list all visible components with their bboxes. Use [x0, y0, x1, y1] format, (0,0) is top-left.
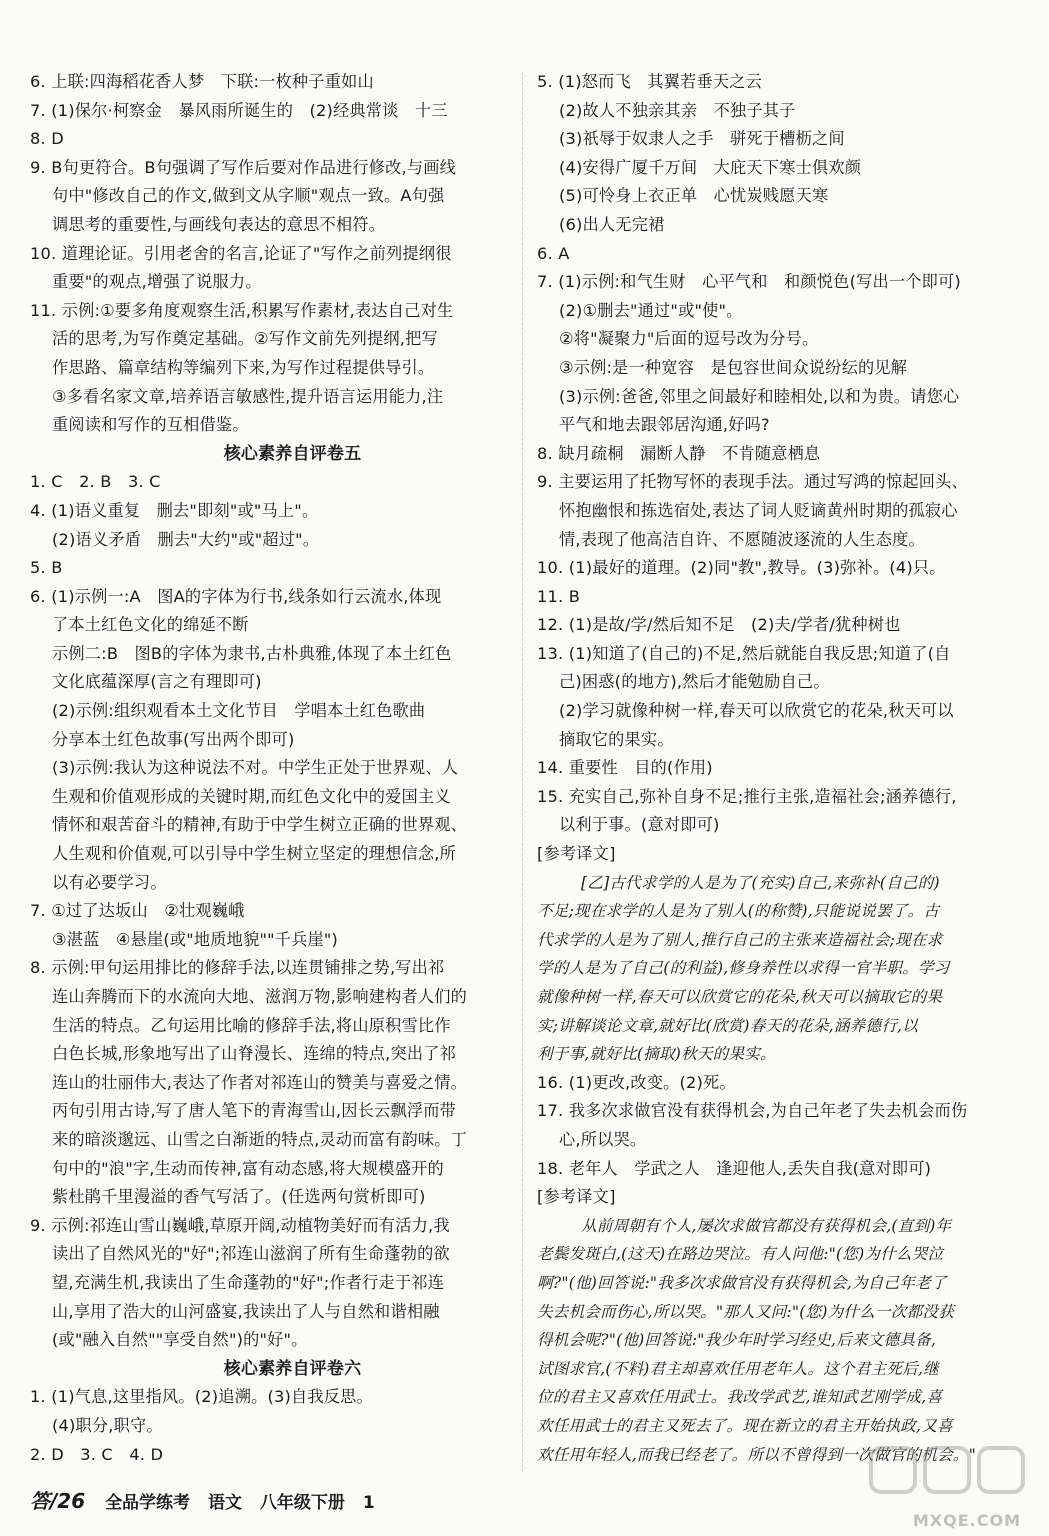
answer-line: 情怀和艰苦奋斗的精神,有助于中学生树立正确的世界观、 — [52, 815, 468, 835]
answer-line: ③湛蓝 ④悬崖(或"地质地貌""千兵崖") — [52, 929, 339, 949]
grade-name: 八年级下册 — [259, 1493, 345, 1513]
answer-line: 读出了自然风光的"好";祁连山滋润了所有生命蓬勃的欲 — [52, 1244, 450, 1264]
answer-line: 6. (1)示例一:A 图A的字体为行书,线条如行云流水,体现 — [30, 586, 442, 606]
translation-line: 代求学的人是为了别人,推行自己的主张来造福社会;现在求 — [537, 930, 943, 949]
answer-line: ③示例:是一种宽容 是包容世间众说纷纭的见解 — [559, 357, 908, 377]
answer-line: 7. (1)示例:和气生财 心平气和 和颜悦色(写出一个即可) — [537, 272, 961, 292]
answer-line: (3)示例:爸爸,邻里之间最好和睦相处,以和为贵。请您心 — [559, 386, 960, 406]
answer-line: (2)①删去"通过"或"使"。 — [559, 300, 743, 320]
answer-line: 17. 我多次求做官没有获得机会,为自己年老了失去机会而伤 — [537, 1101, 968, 1121]
answer-line: 生活的特点。乙句运用比喻的修辞手法,将山原积雪比作 — [52, 1015, 451, 1035]
subject-name: 语文 — [207, 1493, 242, 1513]
answer-line: 5. B — [30, 558, 63, 578]
answer-line: 分享本土红色故事(写出两个即可) — [52, 729, 295, 749]
answer-line: 9. 主要运用了托物写怀的表现手法。通过写鸿的惊起回头、 — [537, 472, 968, 492]
translation-line: 老鬓发斑白,(这天)在路边哭泣。有人问他:"(您)为什么哭泣 — [537, 1245, 944, 1264]
answer-line: 10. 道理论证。引用老舍的名言,论证了"写作之前列提纲很 — [30, 243, 452, 263]
answer-line: 11. 示例:①要多角度观察生活,积累写作素材,表达自己对生 — [30, 300, 454, 320]
answer-line: 调思考的重要性,与画线句表达的意思不相符。 — [52, 214, 386, 234]
answer-line: 紫杜鹃千里漫溢的香气写活了。(任选两句赏析即可) — [52, 1187, 426, 1207]
answer-line: 4. (1)语义重复 删去"即刻"或"马上"。 — [30, 500, 319, 520]
translation-line: 学的人是为了自己(的利益),修身养性以求得一官半职。学习 — [537, 959, 950, 978]
answer-line: 11. B — [537, 586, 580, 606]
answer-line: 怀抱幽恨和拣选宿处,表达了词人贬谪黄州时期的孤寂心 — [559, 500, 958, 520]
translation-line: 啊?"(他)回答说:"我多次求做官没有获得机会,为自己年老了 — [537, 1273, 947, 1292]
answer-line: 重阅读和写作的互相借鉴。 — [52, 415, 249, 435]
answer-line: 文化底蕴深厚(言之有理即可) — [52, 672, 262, 692]
answer-line: 5. (1)怒而飞 其翼若垂天之云 — [537, 72, 762, 91]
column-divider — [522, 72, 523, 1472]
answer-line: 12. (1)是故/学/然后知不足 (2)夫/学者/犹种树也 — [537, 615, 901, 635]
answer-line: 7. (1)保尔·柯察金 暴风雨所诞生的 (2)经典常谈 十三 — [30, 100, 448, 120]
section-heading: 核心素养自评卷六 — [223, 1358, 362, 1379]
answer-line: 13. (1)知道了(自己的)不足,然后就能自我反思;知道了(自 — [537, 643, 951, 663]
answer-line: (或"融入自然""享受自然")的"好"。 — [52, 1330, 308, 1350]
answer-line: 8. 示例:甲句运用排比的修辞手法,以连贯铺排之势,写出祁 — [30, 958, 445, 978]
answer-line: 6. A — [537, 243, 570, 263]
answer-line: (2)语义矛盾 删去"大约"或"超过"。 — [52, 529, 320, 549]
answer-line: 以利于事。(意对即可) — [559, 815, 720, 835]
answer-line: (5)可怜身上衣正单 心忧炭贱愿天寒 — [559, 186, 829, 206]
answer-line: 平气和地去跟邻居沟通,好吗? — [559, 415, 770, 435]
translation-line: 利于事,就好比(摘取)秋天的果实。 — [537, 1045, 776, 1064]
answer-line: 9. 示例:祁连山雪山巍峨,草原开阔,动植物美好而有活力,我 — [30, 1215, 450, 1235]
answer-line: (2)学习就像种树一样,春天可以欣赏它的花朵,秋天可以 — [559, 701, 954, 721]
translation-line: 实;讲解谈论文章,就好比(欣赏)春天的花朵,涵养德行,以 — [537, 1016, 918, 1035]
answer-line: 1. C 2. B 3. C — [30, 472, 161, 492]
answer-line: (3)祇辱于奴隶人之手 骈死于槽枥之间 — [559, 129, 845, 149]
watermark-text: MXQE.COM — [912, 1511, 1021, 1530]
answer-line: (4)职分,职守。 — [52, 1415, 163, 1435]
answer-line: 14. 重要性 目的(作用) — [537, 758, 713, 778]
translation-line: 试图求官,(不料)君主却喜欢任用老年人。这个君主死后,继 — [537, 1359, 939, 1378]
answer-line: 示例二:B 图B的字体为隶书,古朴典雅,体现了本土红色 — [52, 643, 452, 663]
section-heading: 核心素养自评卷五 — [223, 443, 362, 464]
right-column — [537, 68, 1022, 1469]
answer-line: 连山的壮丽伟大,表达了作者对祁连山的赞美与喜爱之情。 — [52, 1072, 468, 1092]
answer-line: 10. (1)最好的道理。(2)同"教",教导。(3)弥补。(4)只。 — [537, 558, 946, 578]
answer-line: (3)示例:我认为这种说法不对。中学生正处于世界观、人 — [52, 758, 459, 778]
answer-line: 作思路、篇章结构等编列下来,为写作过程提供导引。 — [52, 357, 435, 377]
answer-line: 9. B句更符合。B句强调了写作后要对作品进行修改,与画线 — [30, 157, 457, 177]
answer-line: 己)困惑(的地方),然后才能勉励自己。 — [559, 672, 830, 692]
answer-line: 18. 老年人 学武之人 逢迎他人,丢失自我(意对即可) — [537, 1158, 932, 1178]
page-footer — [30, 1486, 387, 1516]
translation-line: 欢任用武士的君主又死去了。现在新立的君主开始执政,又喜 — [537, 1416, 953, 1435]
answer-line: (6)出人无完裙 — [559, 214, 665, 234]
answer-line: 白色长城,形象地写出了山脊漫长、连绵的特点,突出了祁 — [52, 1044, 456, 1064]
answer-line: 15. 充实自己,弥补自身不足;推行主张,造福社会;涵养德行, — [537, 786, 957, 806]
answer-line: 活的思考,为写作奠定基础。②写作文前先列提纲,把写 — [52, 329, 438, 349]
translation-line: 欢任用年轻人,而我已经老了。所以不曾得到一次做官的机会。" — [537, 1445, 976, 1464]
answer-line: 重要"的观点,增强了说服力。 — [52, 272, 262, 292]
answer-line: (2)故人不独亲其亲 不独子其子 — [559, 100, 796, 120]
answer-line: (2)示例:组织观看本土文化节目 学唱本土红色歌曲 — [52, 701, 426, 721]
answer-line: 句中"修改自己的作文,做到文从字顺"观点一致。A句强 — [52, 186, 445, 206]
answer-line: [参考译文] — [537, 1187, 616, 1207]
page-number: 答/26 — [30, 1489, 86, 1513]
left-column — [30, 68, 515, 1469]
answer-line: ③多看名家文章,培养语言敏感性,提升语言运用能力,注 — [52, 386, 444, 406]
answer-line: 6. 上联:四海稻花香人梦 下联:一枚种子重如山 — [30, 72, 374, 91]
answer-line: 1. (1)气息,这里指风。(2)追溯。(3)自我反思。 — [30, 1387, 373, 1407]
answer-line: 连山奔腾而下的水流向大地、滋润万物,影响建构者人们的 — [52, 987, 468, 1006]
answer-line: 人生观和价值观,可以引导中学生树立坚定的理想信念,所 — [52, 844, 456, 864]
volume-number: 1 — [362, 1493, 375, 1513]
answer-line: ②将"凝聚力"后面的逗号改为分号。 — [559, 329, 819, 349]
watermark-seal-icon — [867, 1442, 1027, 1502]
answer-line: 8. 缺月疏桐 漏断人静 不肯随意栖息 — [537, 443, 821, 463]
translation-line: 就像种树一样,春天可以欣赏它的花朵,秋天可以摘取它的果 — [537, 988, 943, 1006]
translation-line: 得机会呢?"(他)回答说:"我少年时学习经史,后来文德具备, — [537, 1331, 937, 1350]
answer-line: 望,充满生机,我读出了生命蓬勃的"好";作者行走于祁连 — [52, 1272, 445, 1292]
answer-line: 生观和价值观形成的关键时期,而红色文化中的爱国主义 — [52, 786, 451, 806]
watermark-logo — [867, 1442, 1027, 1530]
translation-line: 从前周朝有个人,屡次求做官都没有获得机会,(直到)年 — [581, 1216, 952, 1235]
answer-line: 以有必要学习。 — [52, 872, 167, 892]
answer-line: 山,享用了浩大的山河盛宴,我读出了人与自然和谐相融 — [52, 1301, 440, 1321]
series-name: 全品学练考 — [105, 1493, 191, 1513]
answer-line: 丙句引用古诗,写了唐人笔下的青海雪山,因长云飘浮而带 — [52, 1101, 456, 1121]
answer-line: 来的暗淡邈远、山雪之白渐逝的特点,灵动而富有韵味。丁 — [52, 1129, 468, 1149]
answer-line: 句中的"浪"字,生动而传神,富有动态感,将大规模盛开的 — [52, 1158, 444, 1178]
translation-line: [乙]古代求学的人是为了(充实)自己,来弥补(自己的) — [581, 873, 940, 892]
answer-line: 7. ①过了达坂山 ②壮观巍峨 — [30, 901, 245, 921]
translation-line: 位的君主又喜欢任用武士。我改学武艺,谁知武艺刚学成,喜 — [537, 1388, 943, 1407]
answer-line: 心,所以哭。 — [559, 1129, 647, 1149]
answer-line: (4)安得广厦千万间 大庇天下寒士俱欢颜 — [559, 157, 862, 177]
translation-line: 不足;现在求学的人是为了别人(的称赞),只能说说罢了。古 — [537, 902, 940, 921]
answer-line: [参考译文] — [537, 844, 616, 864]
answer-line: 摘取它的果实。 — [559, 729, 674, 749]
answer-line: 8. D — [30, 129, 64, 149]
answer-line: 情,表现了他高洁自许、不愿随波逐流的人生态度。 — [559, 529, 925, 549]
answer-line: 了本土红色文化的绵延不断 — [52, 615, 249, 635]
translation-line: 失去机会而伤心,所以哭。"那人又问:"(您)为什么一次都没获 — [537, 1302, 954, 1321]
answer-line: 2. D 3. C 4. D — [30, 1444, 164, 1464]
answer-line: 16. (1)更改,改变。(2)死。 — [537, 1072, 736, 1092]
